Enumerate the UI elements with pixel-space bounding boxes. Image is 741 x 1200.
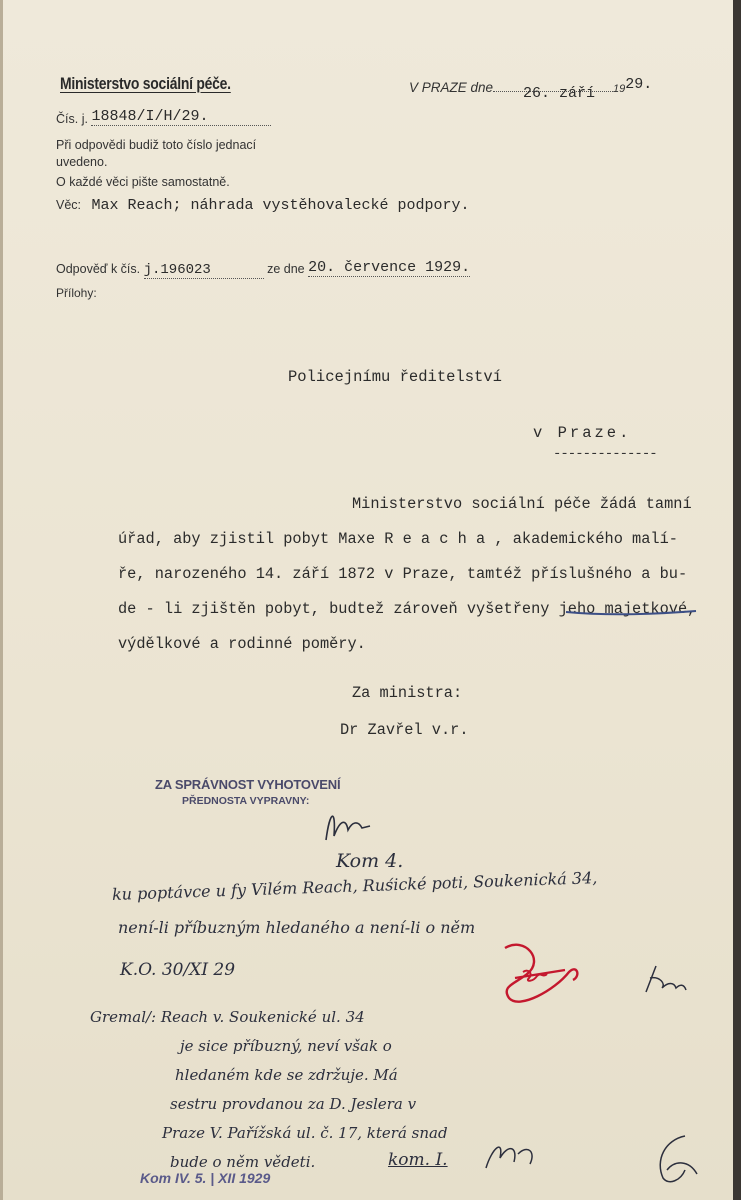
body-line-4: de - li zjištěn pobyt, budtež zároveň vyšetřeny jeho majetkové, [118,600,697,618]
ref-label: Čís. j. [56,112,88,126]
ministry-title: Ministerstvo sociální péče. [60,74,231,93]
reply-note-line2: uvedeno. [56,155,108,169]
hand-report5: Praze V. Pařížská ul. č. 17, která snad [162,1124,448,1142]
body-line-1: Ministerstvo sociální péče žádá tamní [352,495,692,513]
reply-note-line1: Při odpovědi budiž toto číslo jednací [56,138,257,152]
reply-note [56,137,256,171]
hand-report1: Gremal/: Reach v. Soukenické ul. 34 [90,1008,365,1026]
hand-kom1: kom. I. [388,1150,448,1170]
date-day-month: 26. září [523,85,596,102]
year-prefix: 19 [613,83,626,95]
date-field [493,85,613,102]
answer-line [56,261,470,279]
hand-kom4: Kom 4. [336,850,404,872]
attachments-label: Přílohy: [56,286,97,300]
initials-signature [318,800,378,850]
addressee-line1: Policejnímu ředitelství [288,368,502,386]
answer-label: Odpověď k čís. [56,262,141,276]
stamp-head-office: PŘEDNOSTA VYPRAVNY: [182,795,310,807]
hand-report3: hledaném kde se zdržuje. Má [175,1066,398,1084]
page-edge-right [733,0,741,1200]
hand-date-line: K.O. 30/XI 29 [120,960,236,980]
place-date-line [409,76,653,102]
hand-line2: není-li příbuzným hledaného a není-li o něm [118,918,476,937]
corner-signature [645,1130,705,1190]
hand-report4: sestru provdanou za D. Jeslera v [170,1095,417,1113]
hand-line1: ku poptávce u fy Vilém Reach, Ruśické poti, Soukenická 34, [111,868,598,904]
place-prefix: V PRAZE dne [409,80,494,95]
hand-report6: bude o něm vědeti. [170,1153,316,1171]
red-signature [485,940,595,1020]
ref-number-line [56,108,271,129]
subject-line [56,196,470,214]
addressee-line2: v Praze. [533,424,632,442]
body-line-2: úřad, aby zjistil pobyt Maxe R e a c h a , akademického malí- [118,530,678,548]
page-edge-left [0,0,3,1200]
body-line-5: výdělkové a rodinné poměry. [118,635,366,653]
answer-date: 20. července 1929. [308,259,471,276]
year-suffix: 29. [625,76,653,93]
subject-label: Věc: [56,198,82,212]
ref-number: 18848/I/H/29. [91,108,271,126]
for-minister: Za ministra: [352,684,463,702]
answer-number: j.196023 [144,262,264,279]
body-line-3: ře, narozeného 14. září 1872 v Praze, tamtéž příslušného a bu- [118,565,688,583]
bottom-registry-stamp: Kom IV. 5. | XII 1929 [140,1170,271,1186]
margin-scribble [640,962,690,1002]
body-text [118,487,696,662]
addressee-underline: -------------- [553,446,657,462]
blue-pencil-underline [560,600,700,620]
signatory-name: Dr Zavřel v.r. [340,721,469,739]
stamp-correctness: ZA SPRÁVNOST VYHOTOVENÍ [155,777,341,792]
hand-report2: je sice příbuzný, neví však o [180,1037,392,1055]
answer-date-label: ze dne [267,262,305,276]
subject-text: Max Reach; náhrada vystěhovalecké podpory. [91,197,470,214]
separate-note: O každé věci pište samostatně. [56,175,230,189]
bottom-initials [478,1128,548,1178]
